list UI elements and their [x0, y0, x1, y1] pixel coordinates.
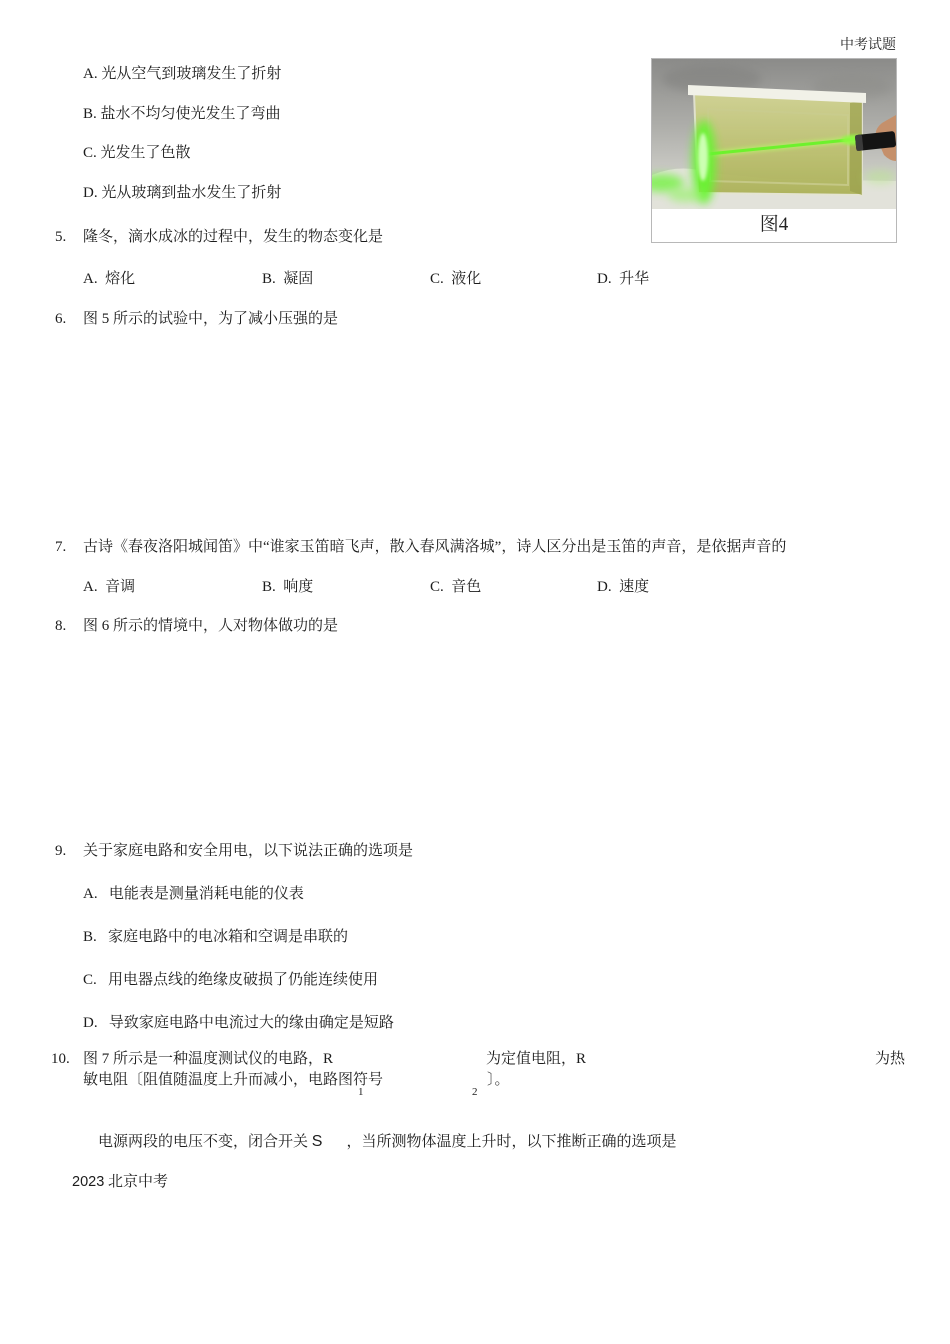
footer-year: 2023	[72, 1174, 105, 1190]
q10-subscript-2: 2	[472, 1086, 478, 1098]
left-wall-glow-core	[698, 133, 708, 181]
q6-number: 6.	[55, 311, 67, 327]
q5-option-c: C. 液化	[430, 271, 482, 287]
q10-line2b: 〕。	[487, 1072, 510, 1088]
q8-text: 图 6 所示的情境中，人对物体做功的是	[83, 618, 339, 634]
q9-option-c: C. 用电器点线的绝缘皮破损了仍能连续使用	[83, 972, 379, 988]
figure4-box	[651, 58, 897, 243]
page-footer	[57, 1152, 168, 1212]
q6-text: 图 5 所示的试验中，为了减小压强的是	[83, 311, 339, 327]
q4-option-c: C. 光发生了色散	[83, 145, 191, 161]
q10-line2a: 敏电阻〔阻值随温度上升而减小，电路图符号	[83, 1072, 384, 1088]
q9-option-d: D. 导致家庭电路中电流过大的缘由确定是短路	[83, 1015, 394, 1031]
q7-text: 古诗《春夜洛阳城闻笛》中“谁家玉笛暗飞声，散入春风满洛城”，诗人区分出是玉笛的声音，是依据声音的	[83, 539, 787, 555]
q4-option-a: A. 光从空气到玻璃发生了折射	[83, 66, 282, 82]
q7-number: 7.	[55, 539, 67, 555]
q10-line1b: 为定值电阻，R	[486, 1051, 587, 1067]
q9-option-a: A. 电能表是测量消耗电能的仪表	[83, 886, 304, 902]
q9-number: 9.	[55, 843, 67, 859]
q7-option-d: D. 速度	[597, 579, 650, 595]
q7-option-b: B. 响度	[262, 579, 314, 595]
q10-number: 10.	[51, 1051, 70, 1067]
q10-switch-symbol: S	[311, 1133, 323, 1150]
q10-line3a: 电源两段的电压不变，闭合开关	[98, 1134, 312, 1150]
q8-number: 8.	[55, 618, 67, 634]
q5-option-b: B. 凝固	[262, 271, 314, 287]
q9-text: 关于家庭电路和安全用电，以下说法正确的选项是	[83, 843, 414, 859]
page-watermark: 中考试题	[840, 38, 896, 53]
q9-option-b: B. 家庭电路中的电冰箱和空调是串联的	[83, 929, 349, 945]
figure4-caption: 图4	[652, 209, 896, 242]
green-spill-bottom	[668, 188, 704, 202]
q7-option-c: C. 音色	[430, 579, 482, 595]
q5-number: 5.	[55, 229, 67, 245]
q4-option-d: D. 光从玻璃到盐水发生了折射	[83, 185, 282, 201]
q10-line3	[83, 1112, 676, 1172]
q5-text: 隆冬，滴水成冰的过程中，发生的物态变化是	[83, 229, 384, 245]
q5-option-d: D. 升华	[597, 271, 650, 287]
laser-tank-photo	[652, 59, 896, 209]
footer-text: 北京中考	[104, 1174, 169, 1190]
q5-option-a: A. 熔化	[83, 271, 136, 287]
q4-option-b: B. 盐水不均匀使光发生了弯曲	[83, 106, 281, 122]
q10-line1c: 为热	[875, 1051, 906, 1067]
q10-line1a: 图 7 所示是一种温度测试仪的电路，R	[83, 1051, 334, 1067]
q10-subscript-1: 1	[358, 1086, 364, 1098]
green-spill-right	[864, 170, 896, 184]
q7-option-a: A. 音调	[83, 579, 136, 595]
q10-line3b: ，当所测物体温度上升时，以下推断正确的选项是	[346, 1134, 677, 1150]
